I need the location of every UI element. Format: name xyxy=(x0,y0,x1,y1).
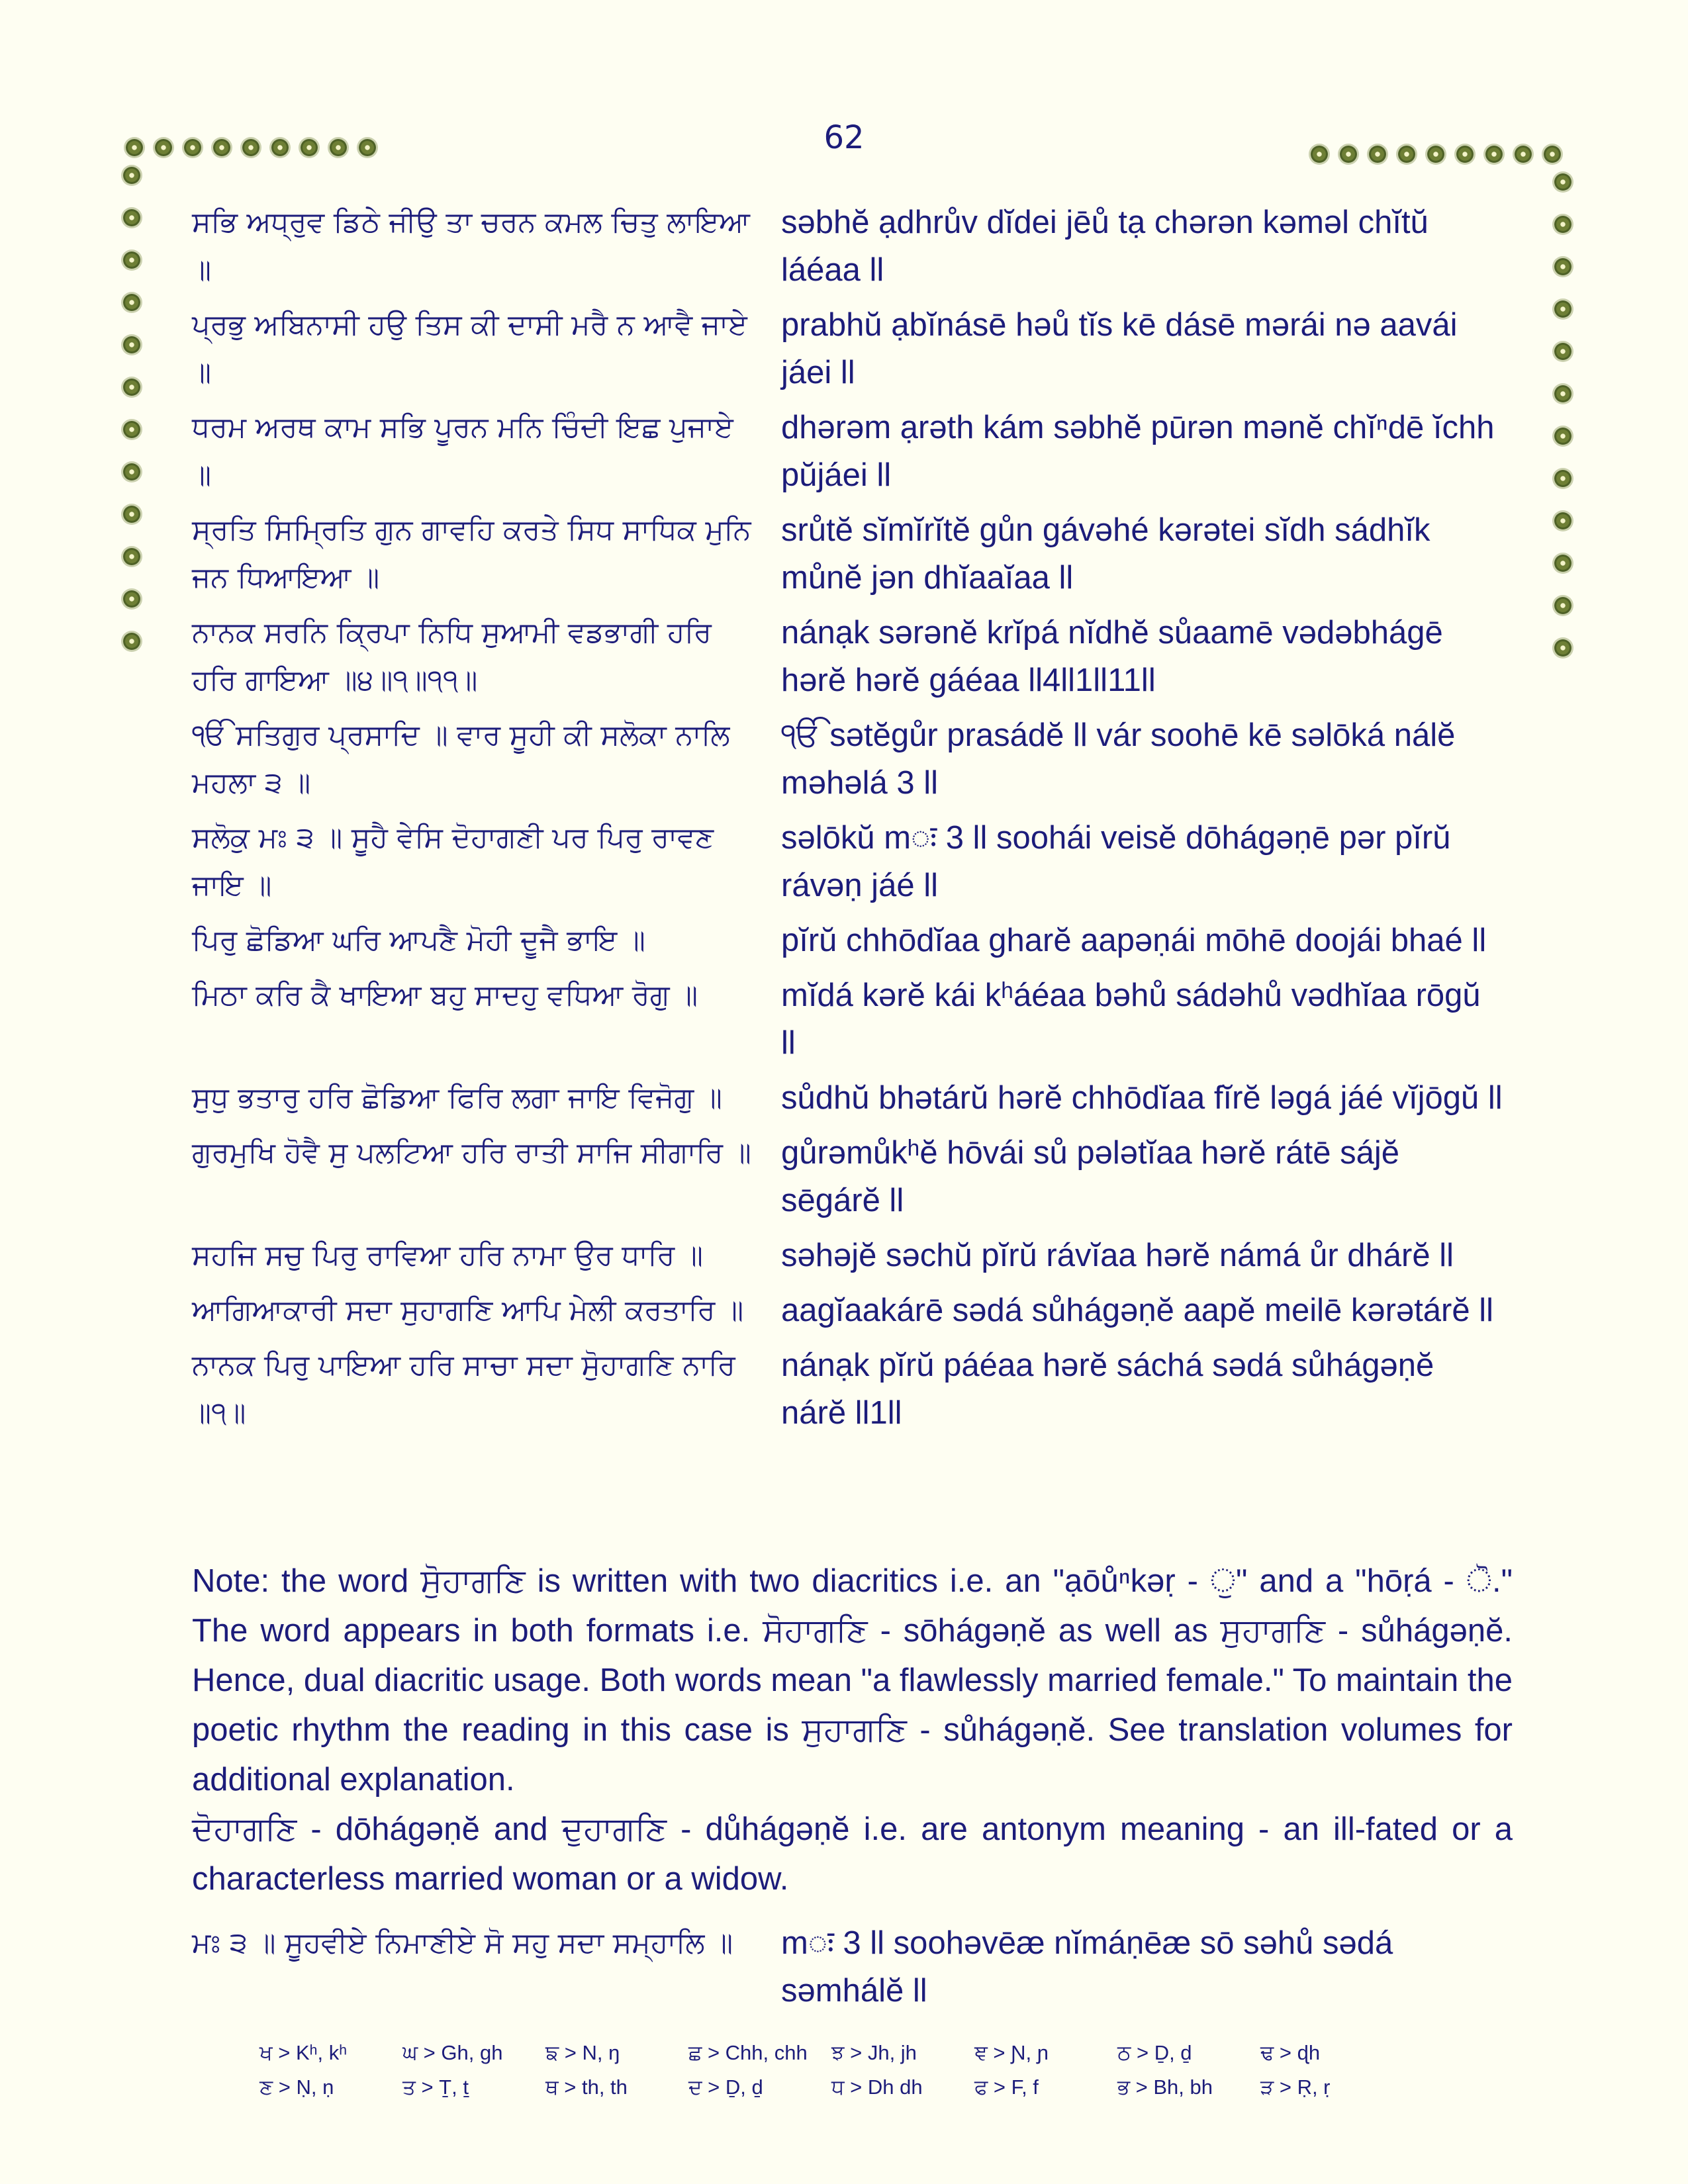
note-paragraph: ਦੋਹਾਗਣਿ - dōhágəṇĕ and ਦੁਹਾਗਣਿ - důhágəṇĕ i.e. are antonym meaning - an ill-fated or a characterless married woman or a widow. xyxy=(192,1811,1513,1897)
flower-ornament-icon xyxy=(1544,146,1561,163)
transliteration-text: dhərəm ạrəth kám səbhĕ pūrən mənĕ chĭⁿdē ĭchh pŭjáei ll xyxy=(781,410,1495,493)
gurmukhi-text: ਧਰਮ ਅਰਥ ਕਾਮ ਸਭਿ ਪੂਰਨ ਮਨਿ ਚਿੰਦੀ ਇਛ ਪੁਜਾਏ ॥ xyxy=(192,411,733,492)
flower-ornament-icon xyxy=(1554,258,1571,275)
verse-row xyxy=(192,1919,1516,2015)
flower-ornament-icon xyxy=(1554,597,1571,614)
transliteration-text: mĭdá kərĕ kái kʰáéaa bəhů sádəhů vədhĭaa rōgŭ ll xyxy=(781,978,1481,1061)
transliteration-text: səhəjĕ səchŭ pĭrŭ rávĭaa hərĕ námá ůr dhárĕ ll xyxy=(781,1238,1454,1273)
flower-ornament-icon xyxy=(1554,216,1571,233)
legend-entry: ੜ > Ṛ, ṛ xyxy=(1260,2075,1331,2099)
flower-ornament-icon xyxy=(1340,146,1357,163)
transliteration-text: nánạk sərənĕ krĭpá nĭdhĕ sůaamē vədəbhágē hərĕ hərĕ gáéaa ll4ll1ll11ll xyxy=(781,615,1443,698)
flower-ornament-icon xyxy=(1554,173,1571,191)
flower-ornament-icon xyxy=(1554,428,1571,445)
legend-entry: ਛ > Chh, chh xyxy=(688,2040,808,2064)
flower-ornament-icon xyxy=(123,336,140,353)
flower-ornament-icon xyxy=(1554,639,1571,657)
flower-ornament-icon xyxy=(123,209,140,226)
flower-ornament-icon xyxy=(123,167,140,184)
verse-row xyxy=(192,609,1516,704)
gurmukhi-text: ਸਲੋਕੁ ਮਃ ੩ ॥ ਸੂਹੈ ਵੇਸਿ ਦੋਹਾਗਣੀ ਪਰ ਪਿਰੁ ਰਾਵਣ ਜਾਇ ॥ xyxy=(192,821,714,902)
legend-entry: ਢ > ɖh xyxy=(1260,2040,1321,2064)
flower-ornament-icon xyxy=(123,251,140,269)
gurmukhi-text: ਆਗਿਆਕਾਰੀ ਸਦਾ ਸੁਹਾਗਣਿ ਆਪਿ ਮੇਲੀ ਕਰਤਾਰਿ ॥ xyxy=(192,1294,744,1327)
flower-ornament-icon xyxy=(242,139,259,156)
flower-ornament-icon xyxy=(1311,146,1328,163)
gurmukhi-text: ਗੁਰਮੁਖਿ ਹੋਵੈ ਸੁ ਪਲਟਿਆ ਹਰਿ ਰਾਤੀ ਸਾਜਿ ਸੀਗਾਰਿ ॥ xyxy=(192,1136,751,1169)
flower-ornament-icon xyxy=(359,139,376,156)
gurmukhi-text: ਮਃ ੩ ॥ ਸੂਹਵੀਏ ਨਿਮਾਣੀਏ ਸੋ ਸਹੁ ਸਦਾ ਸਮ੍ਹਾਲਿ ॥ xyxy=(192,1927,733,1960)
flower-ornament-icon xyxy=(301,139,318,156)
legend-entry: ਘ > Gh, gh xyxy=(402,2040,503,2064)
verse-row xyxy=(192,301,1516,396)
legend-entry: ਝ > Jh, jh xyxy=(831,2040,917,2064)
flower-ornament-icon xyxy=(1554,385,1571,402)
legend-row xyxy=(259,2036,1451,2070)
flower-ornament-icon xyxy=(1369,146,1386,163)
legend-entry: ਤ > Ṯ, ṯ xyxy=(402,2075,469,2099)
flower-ornament-icon xyxy=(123,463,140,480)
transliteration-text: səlōkŭ mः 3 ll soohái veisĕ dōhágəṇē pər pĭrŭ rávəṇ jáé ll xyxy=(781,820,1451,903)
verse-row xyxy=(192,1074,1516,1122)
flower-ornament-icon xyxy=(123,548,140,565)
note-paragraph: Note: the word ਸੋੁਹਾਗਣਿ is written with two diacritics i.e. an "ạōůⁿkəṛ - ੁ" and a "hōṛá - ੋ." The word appears in both formats i.e. ਸੋਹਾਗਣਿ - sōhágəṇĕ as well as ਸੁਹਾਗਣਿ - sůhágəṇĕ. Hence, dual diacritic usage. Both words mean "a flawlessly married female." To maintain the poetic rhythm the reading in this case is ਸੁਹਾਗਣਿ - sůhágəṇĕ. See translation volumes for additional explanation. xyxy=(192,1563,1513,1797)
explanatory-note xyxy=(192,1557,1513,1904)
flower-ornament-icon xyxy=(330,139,347,156)
flower-ornament-icon xyxy=(126,139,143,156)
legend-row xyxy=(259,2070,1451,2105)
verse-row xyxy=(192,1129,1516,1224)
legend-entry: ਫ > F, f xyxy=(974,2075,1039,2099)
verse-row xyxy=(192,972,1516,1067)
legend-entry: ਠ > Ḏ, ḏ xyxy=(1117,2040,1192,2064)
gurmukhi-text: ਸ੍ਰਤਿ ਸਿਮ੍ਰਿਤਿ ਗੁਨ ਗਾਵਹਿ ਕਰਤੇ ਸਿਧ ਸਾਧਿਕ ਮੁਨਿ ਜਨ ਧਿਆਇਆ ॥ xyxy=(192,514,751,594)
flower-ornament-icon xyxy=(1515,146,1532,163)
flower-ornament-icon xyxy=(123,421,140,438)
flower-ornament-icon xyxy=(1554,300,1571,318)
gurmukhi-text: ਸੁਧੁ ਭਤਾਰੁ ਹਰਿ ਛੋਡਿਆ ਫਿਰਿ ਲਗਾ ਜਾਇ ਵਿਜੋਗੁ ॥ xyxy=(192,1081,722,1115)
gurmukhi-text: ਨਾਨਕ ਸਰਨਿ ਕ੍ਰਿਪਾ ਨਿਧਿ ਸੁਆਮੀ ਵਡਭਾਗੀ ਹਰਿ ਹਰਿ ਗਾਇਆ ॥੪॥੧॥੧੧॥ xyxy=(192,616,712,697)
verse-row xyxy=(192,711,1516,807)
transliteration-text: ੴ sətĕgůr prasádĕ ll vár soohē kē səlōká nálĕ məhəlá 3 ll xyxy=(781,717,1456,801)
transliteration-text: nánạk pĭrŭ páéaa hərĕ sáchá sədá sůhágəṇĕ nárĕ ll1ll xyxy=(781,1347,1434,1431)
flower-ornament-icon xyxy=(1427,146,1444,163)
transliteration-text: aagĭaakárē sədá sůhágəṇĕ aapĕ meilē kərətárĕ ll xyxy=(781,1293,1494,1328)
transliteration-text: prabhŭ ạbĭnásē həů tĭs kē dásē mərái nə aavái jáei ll xyxy=(781,307,1458,390)
page-number: 62 xyxy=(823,119,865,156)
transliteration-text: mः 3 ll soohəvēæ nĭmáṇēæ sō səhů sədá səmhálĕ ll xyxy=(781,1925,1393,2009)
legend-entry: ਙ > N, ŋ xyxy=(545,2040,620,2064)
flower-ornament-icon xyxy=(1554,512,1571,529)
flower-ornament-icon xyxy=(123,506,140,523)
verse-row xyxy=(192,814,1516,909)
flower-ornament-icon xyxy=(1554,555,1571,572)
flower-ornament-icon xyxy=(123,294,140,311)
verse-list xyxy=(192,199,1516,1444)
gurmukhi-text: ੴ ਸਤਿਗੁਰ ਪ੍ਰਸਾਦਿ ॥ ਵਾਰ ਸੂਹੀ ਕੀ ਸਲੋਕਾ ਨਾਲਿ ਮਹਲਾ ੩ ॥ xyxy=(192,719,730,799)
legend-entry: ਦ > Ḏ, ḏ xyxy=(688,2075,763,2099)
legend-entry: ਖ > Kʰ, kʰ xyxy=(259,2040,348,2064)
legend-entry: ਧ > Dh dh xyxy=(831,2075,923,2099)
flower-ornament-icon xyxy=(123,379,140,396)
flower-ornament-icon xyxy=(213,139,230,156)
flower-ornament-icon xyxy=(155,139,172,156)
verse-row xyxy=(192,199,1516,294)
flower-ornament-icon xyxy=(271,139,289,156)
legend-entry: ਞ > Ɲ, ɲ xyxy=(974,2040,1049,2064)
verse-row xyxy=(192,1287,1516,1334)
gurmukhi-text: ਸਹਜਿ ਸਚੁ ਪਿਰੁ ਰਾਵਿਆ ਹਰਿ ਨਾਮਾ ਉਰ ਧਾਰਿ ॥ xyxy=(192,1239,703,1272)
flower-ornament-icon xyxy=(1554,470,1571,487)
verse-row xyxy=(192,506,1516,602)
transliteration-text: pĭrŭ chhōdĭaa gharĕ aapəṇái mōhē doojái bhaé ll xyxy=(781,923,1487,958)
gurmukhi-text: ਨਾਨਕ ਪਿਰੁ ਪਾਇਆ ਹਰਿ ਸਾਚਾ ਸਦਾ ਸੋੁਹਾਗਣਿ ਨਾਰਿ ॥੧॥ xyxy=(192,1349,735,1430)
gurmukhi-text: ਸਭਿ ਅਧ੍ਰੁਵ ਡਿਠੇ ਜੀਉ ਤਾ ਚਰਨ ਕਮਲ ਚਿਤੁ ਲਾਇਆ ॥ xyxy=(192,206,750,287)
verse-row xyxy=(192,404,1516,499)
gurmukhi-text: ਮਿਠਾ ਕਰਿ ਕੈ ਖਾਇਆ ਬਹੁ ਸਾਦਹੁ ਵਧਿਆ ਰੋਗੁ ॥ xyxy=(192,979,698,1012)
flower-ornament-icon xyxy=(184,139,201,156)
gurmukhi-text: ਪ੍ਰਭੁ ਅਬਿਨਾਸੀ ਹਉ ਤਿਸ ਕੀ ਦਾਸੀ ਮਰੈ ਨ ਆਵੈ ਜਾਏ ॥ xyxy=(192,308,747,389)
flower-ornament-icon xyxy=(123,633,140,650)
legend-entry: ਥ > th, th xyxy=(545,2075,628,2099)
transliteration-text: srůtĕ sĭmĭrĭtĕ gůn gávəhé kərətei sĭdh sádhĭk můnĕ jən dhĭaaĭaa ll xyxy=(781,512,1430,596)
transliteration-text: səbhĕ ạdhrův dĭdei jēů tạ chərən kəməl chĭtŭ láéaa ll xyxy=(781,205,1429,288)
verse-row xyxy=(192,1342,1516,1437)
verse-row xyxy=(192,917,1516,964)
flower-ornament-icon xyxy=(1554,343,1571,360)
flower-ornament-icon xyxy=(1485,146,1503,163)
transliteration-legend xyxy=(259,2036,1451,2105)
gurmukhi-text: ਪਿਰੁ ਛੋਡਿਆ ਘਰਿ ਆਪਣੈ ਮੋਹੀ ਦੂਜੈ ਭਾਇ ॥ xyxy=(192,924,645,957)
verse-row xyxy=(192,1232,1516,1279)
flower-ornament-icon xyxy=(123,590,140,608)
transliteration-text: gůrəmůkʰĕ hōvái sů pələtĭaa hərĕ rátē sájĕ sēgárĕ ll xyxy=(781,1135,1400,1218)
legend-entry: ਣ > Ṇ, ṇ xyxy=(259,2075,334,2099)
flower-ornament-icon xyxy=(1456,146,1474,163)
transliteration-text: sůdhŭ bhətárŭ hərĕ chhōdĭaa fĭrĕ ləgá jáé vĭjōgŭ ll xyxy=(781,1080,1503,1116)
legend-entry: ਭ > Bh, bh xyxy=(1117,2075,1213,2099)
flower-ornament-icon xyxy=(1398,146,1415,163)
